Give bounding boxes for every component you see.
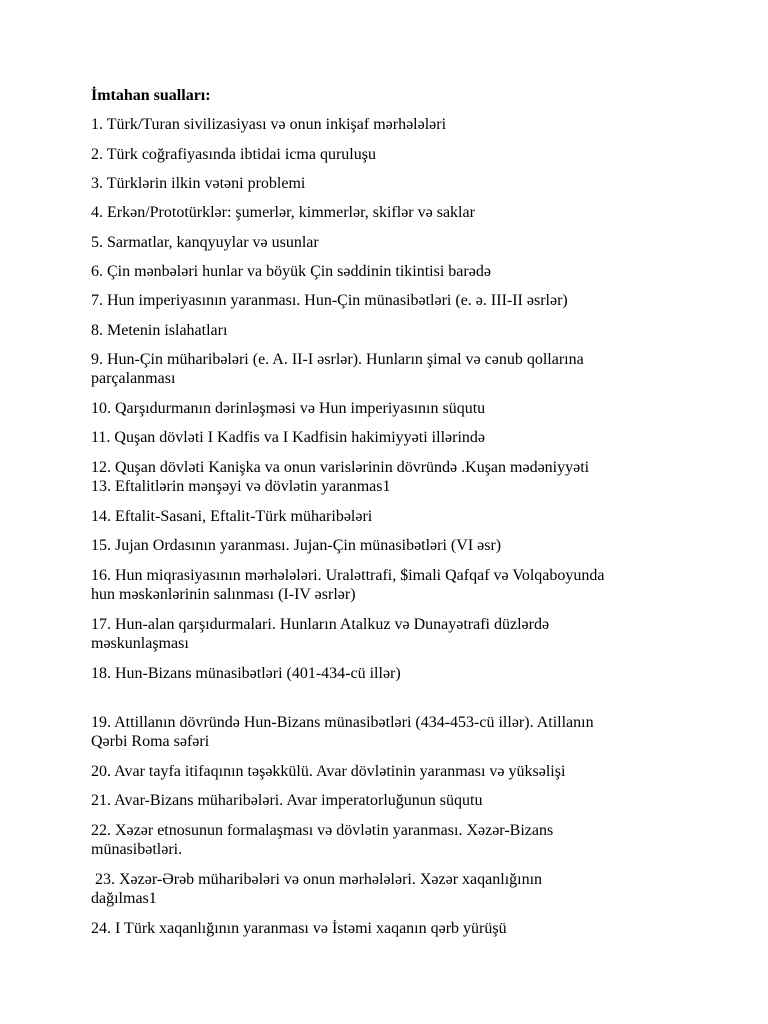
- question-item: [91, 566, 691, 604]
- question-line: 22. Xəzər etnosunun formalaşması və dövlətin yaranması. Xəzər-Bizans: [91, 822, 554, 839]
- question-item: [91, 321, 691, 340]
- question-line: 3. Türklərin ilkin vətəni problemi: [91, 175, 306, 192]
- question-item: [91, 350, 691, 388]
- question-item: [91, 262, 691, 281]
- question-line: 20. Avar tayfa itifaqının təşəkkülü. Avar dövlətinin yaranması və yüksəlişi: [91, 763, 566, 780]
- question-line: 23. Xəzər-Ərəb müharibələri və onun mərhələləri. Xəzər xaqanlığının: [91, 871, 543, 888]
- question-item: [91, 507, 691, 526]
- question-item: [91, 428, 691, 447]
- question-line: 11. Quşan dövləti I Kadfis va I Kadfisin hakimiyyəti illərində: [91, 429, 485, 446]
- question-line: 1. Türk/Turan sivilizasiyası və onun inkişaf mərhələləri: [91, 116, 447, 133]
- question-line: 21. Avar-Bizans müharibələri. Avar imperatorluğunun süqutu: [91, 792, 483, 809]
- question-line: 12. Quşan dövləti Kanişka va onun varislərinin dövründə .Kuşan mədəniyyəti: [91, 459, 590, 476]
- question-line: dağılmas1: [91, 890, 157, 907]
- question-line: məskunlaşması: [91, 635, 189, 652]
- question-item: [91, 174, 691, 193]
- question-line: 6. Çin mənbələri hunlar va böyük Çin səddinin tikintisi barədə: [91, 263, 491, 280]
- question-item: [91, 291, 691, 310]
- question-line: 18. Hun-Bizans münasibətləri (401-434-cü illər): [91, 665, 401, 682]
- question-line: 14. Eftalit-Sasani, Eftalit-Türk müharibələri: [91, 508, 373, 525]
- question-line: 13. Eftalitlərin mənşəyi və dövlətin yaranmas1: [91, 478, 391, 495]
- question-item: [91, 762, 691, 781]
- question-item: [91, 870, 691, 908]
- question-item: [91, 664, 691, 683]
- question-line: Qərbi Roma səfəri: [91, 733, 210, 750]
- question-item: [91, 399, 691, 418]
- exam-questions-heading: İmtahan sualları:: [91, 87, 211, 104]
- question-line: 19. Attillanın dövründə Hun-Bizans münasibətləri (434-453-cü illər). Atillanın: [91, 714, 594, 731]
- question-line: 16. Hun miqrasiyasının mərhələləri. Uraləttrafi, $imali Qafqaf və Volqaboyunda: [91, 567, 605, 584]
- question-line: 7. Hun imperiyasının yaranması. Hun-Çin münasibətləri (e. ə. III-II əsrlər): [91, 292, 568, 309]
- question-item: [91, 821, 691, 859]
- question-line: 9. Hun-Çin müharibələri (e. A. II-I əsrlər). Hunların şimal və cənub qollarına: [91, 351, 584, 368]
- question-line: münasibətləri.: [91, 841, 183, 858]
- question-item: [91, 203, 691, 222]
- question-item: [91, 233, 691, 252]
- question-item: [91, 145, 691, 164]
- question-item: [91, 115, 691, 134]
- question-line: 24. I Türk xaqanlığının yaranması və İstəmi xaqanın qərb yürüşü: [91, 920, 507, 937]
- question-line: hun məskənlərinin salınması (I-IV əsrlər): [91, 586, 356, 603]
- question-item: [91, 536, 691, 555]
- question-line: 10. Qarşıdurmanın dərinləşməsi və Hun imperiyasının süqutu: [91, 400, 486, 417]
- question-line: 8. Metenin islahatları: [91, 322, 228, 339]
- question-item: [91, 919, 691, 938]
- question-item: [91, 458, 691, 496]
- question-item: [91, 791, 691, 810]
- question-line: 4. Erkən/Prototürklər: şumerlər, kimmerlər, skiflər və saklar: [91, 204, 475, 221]
- question-line: parçalanması: [91, 370, 176, 387]
- question-item: [91, 713, 691, 751]
- question-line: 17. Hun-alan qarşıdurmalari. Hunların Atalkuz və Dunayətrafi düzlərdə: [91, 616, 550, 633]
- question-item: [91, 615, 691, 653]
- question-line: 5. Sarmatlar, kanqyuylar və usunlar: [91, 234, 319, 251]
- question-line: 2. Türk coğrafiyasında ibtidai icma quruluşu: [91, 146, 376, 163]
- question-line: 15. Jujan Ordasının yaranması. Jujan-Çin münasibətləri (VI əsr): [91, 537, 502, 554]
